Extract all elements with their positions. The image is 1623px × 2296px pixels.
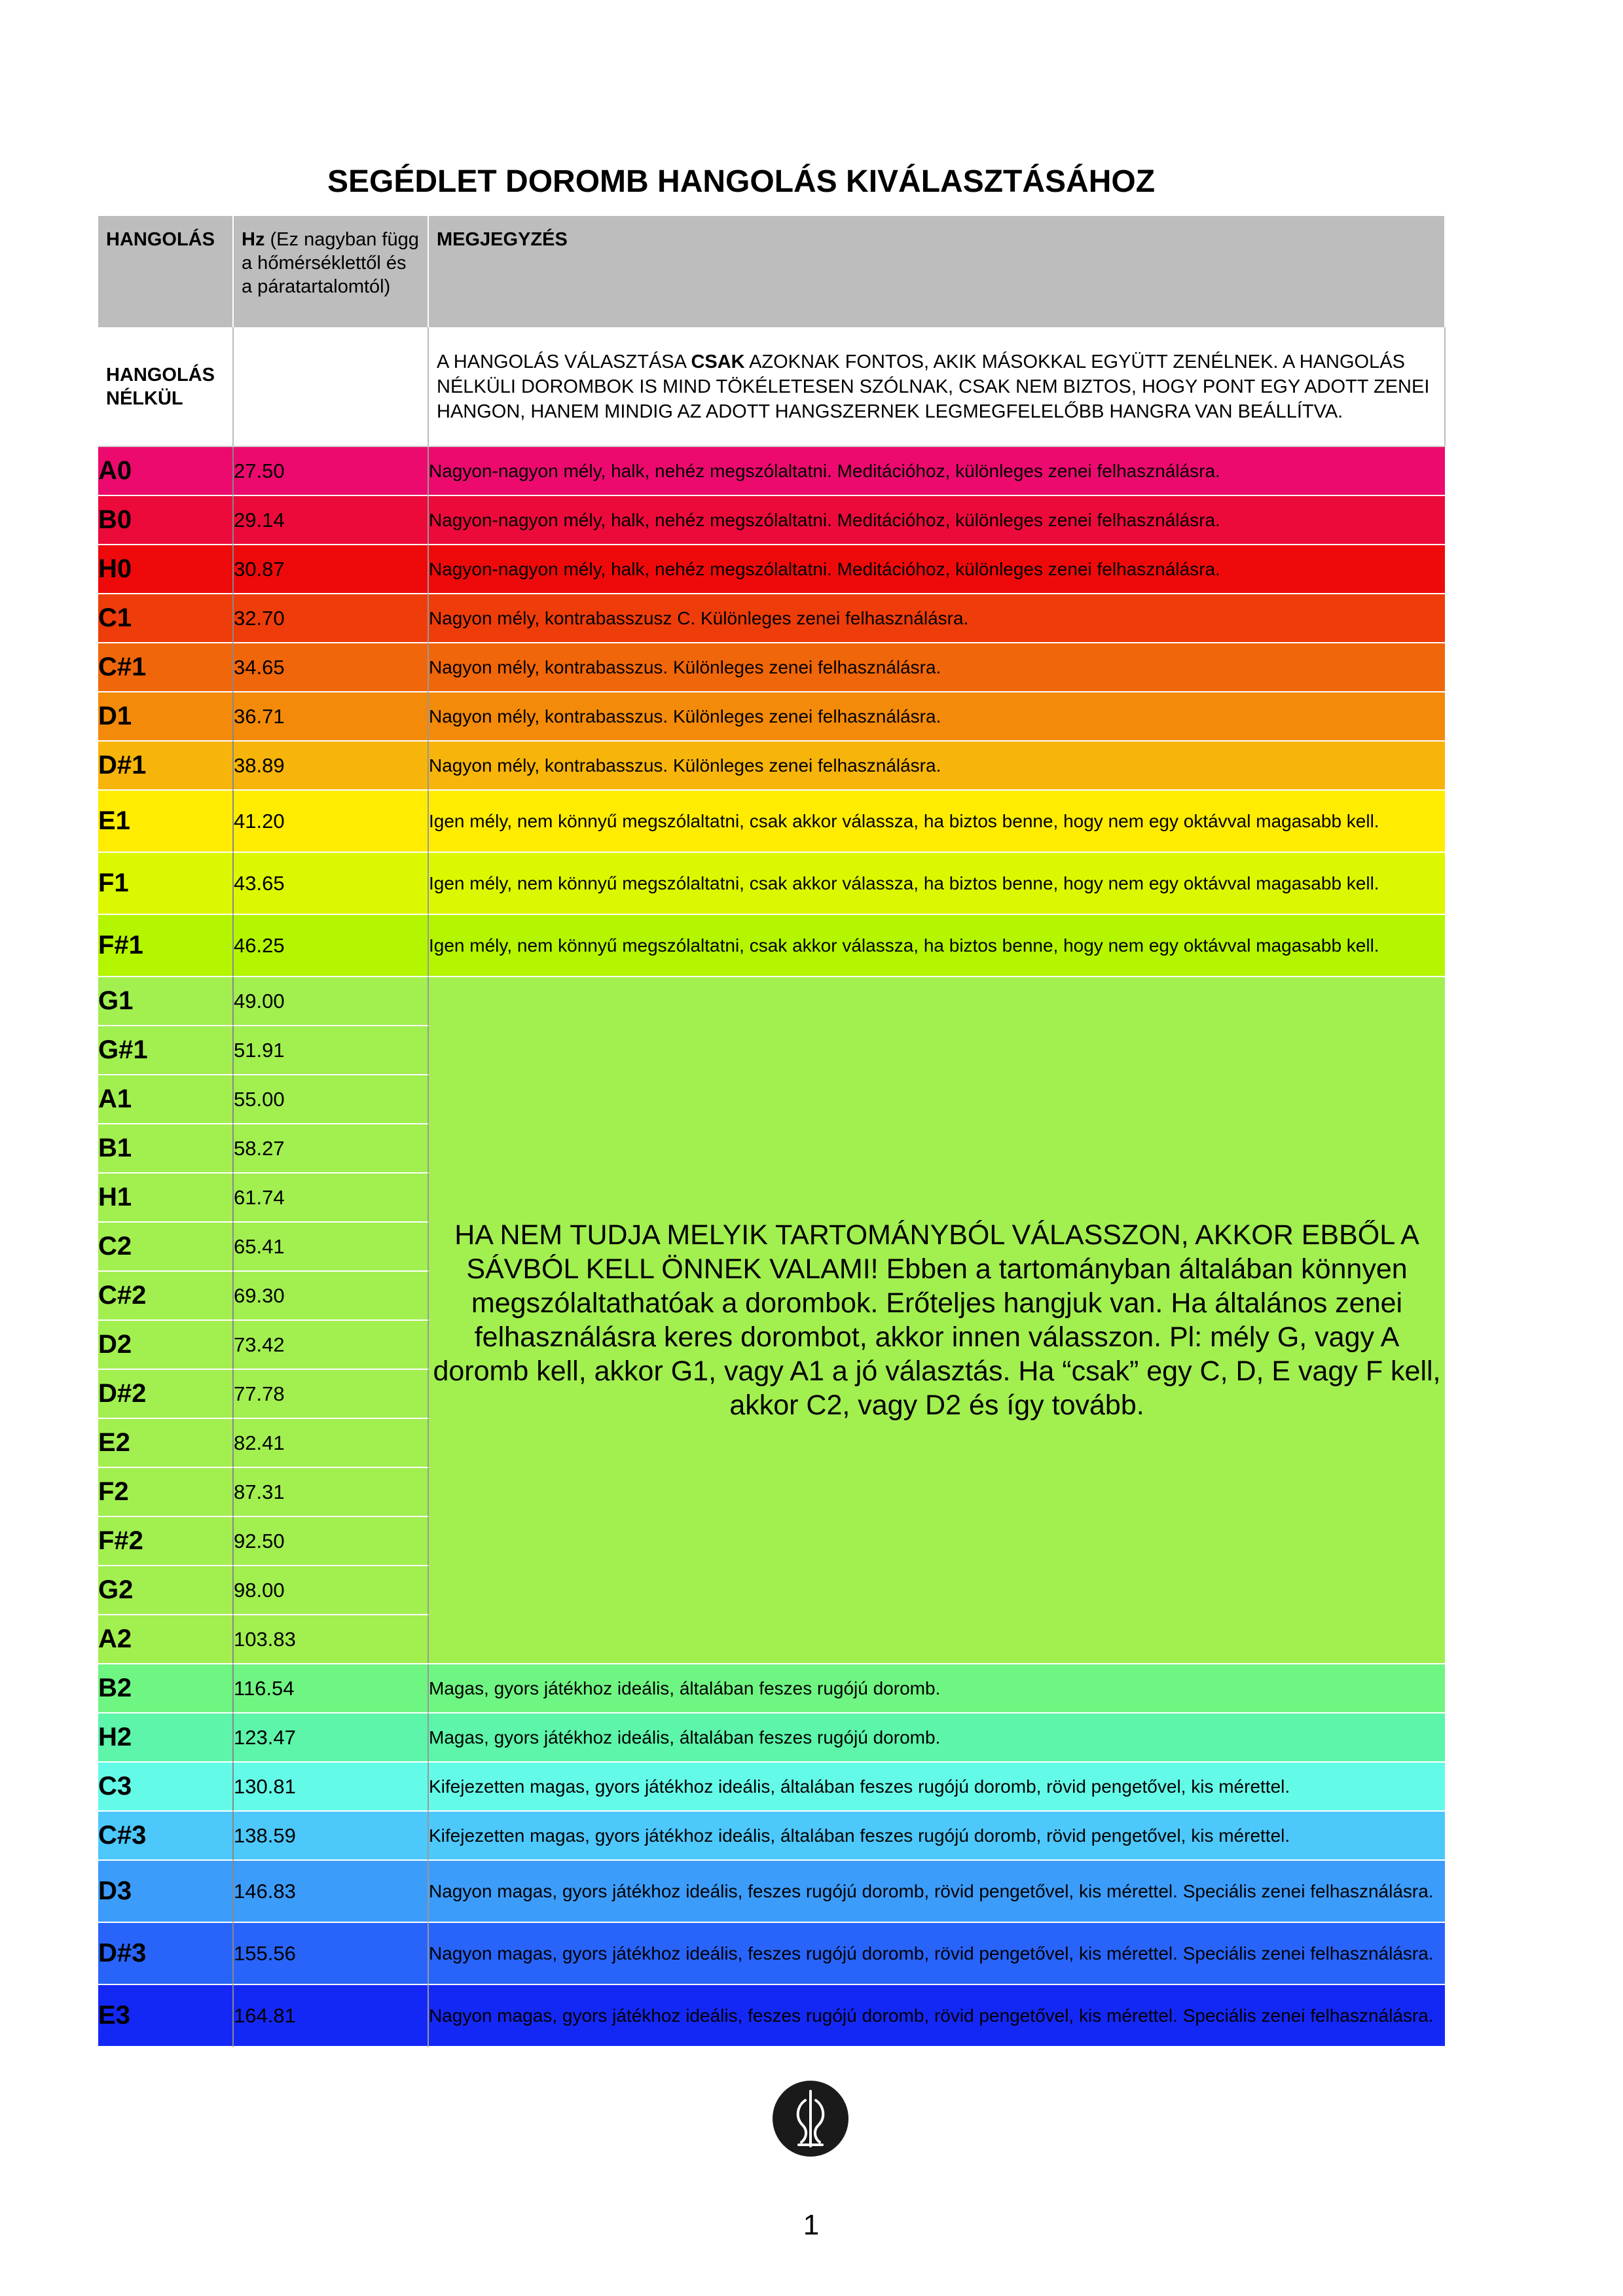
tuning-note: Igen mély, nem könnyű megszólaltatni, csak akkor válassza, ha biztos benne, hogy nem egy oktávval magasabb kell.: [428, 852, 1445, 914]
tuning-note: Nagyon mély, kontrabasszus. Különleges zenei felhasználásra.: [428, 692, 1445, 741]
recommended-range-note: HA NEM TUDJA MELYIK TARTOMÁNYBÓL VÁLASSZON, AKKOR EBBŐL A SÁVBÓL KELL ÖNNEK VALAMI! Ebben a tartományban általában könnyen megszólaltathatóak a dorombok. Erőteljes hangjuk van. Ha általános zenei felhasználásra keres dorombot, akkor innen válasszon. Pl: mély G, vagy A doromb kell, akkor G1, vagy A1 a jó választás. Ha “csak” egy C, D, E vagy F kell, akkor C2, vagy D2 és így tovább.: [428, 977, 1445, 1664]
tuning-hz: 164.81: [233, 1984, 428, 2047]
nelkul-name: HANGOLÁS NÉLKÜL: [98, 327, 233, 446]
tuning-note: Igen mély, nem könnyű megszólaltatni, csak akkor válassza, ha biztos benne, hogy nem egy oktávval magasabb kell.: [428, 914, 1445, 977]
tuning-hz: 92.50: [233, 1516, 428, 1566]
tuning-name: C#3: [98, 1811, 233, 1860]
table-row: [98, 1984, 1445, 2047]
tuning-name: E3: [98, 1984, 233, 2047]
tuning-name: C1: [98, 594, 233, 643]
tuning-note: Nagyon mély, kontrabasszus. Különleges zenei felhasználásra.: [428, 741, 1445, 790]
tuning-note: Nagyon magas, gyors játékhoz ideális, feszes rugójú doromb, rövid pengetővel, kis mérettel. Speciális zenei felhasználásra.: [428, 1922, 1445, 1984]
tuning-note: Magas, gyors játékhoz ideális, általában feszes rugójú doromb.: [428, 1713, 1445, 1762]
tuning-name: D3: [98, 1860, 233, 1922]
tuning-note: Magas, gyors játékhoz ideális, általában feszes rugójú doromb.: [428, 1664, 1445, 1713]
table-row: [98, 1922, 1445, 1984]
table-row: [98, 495, 1445, 545]
table-row: [98, 594, 1445, 643]
tuning-hz: 155.56: [233, 1922, 428, 1984]
tuning-note: Nagyon magas, gyors játékhoz ideális, feszes rugójú doromb, rövid pengetővel, kis mérettel. Speciális zenei felhasználásra.: [428, 1984, 1445, 2047]
tuning-name: G1: [98, 977, 233, 1026]
header-hangolas: HANGOLÁS: [98, 216, 233, 327]
tuning-hz: 38.89: [233, 741, 428, 790]
table-row: [98, 545, 1445, 594]
tuning-note: Kifejezetten magas, gyors játékhoz ideális, általában feszes rugójú doromb, rövid pengetővel, kis mérettel.: [428, 1762, 1445, 1811]
tuning-note: Nagyon mély, kontrabasszus. Különleges zenei felhasználásra.: [428, 643, 1445, 692]
nelkul-note-post: AZOKNAK FONTOS, AKIK MÁSOKKAL EGYÜTT ZENÉLNEK. A HANGOLÁS NÉLKÜLI DOROMBOK IS MIND TÖKÉLETESEN SZÓLNAK, CSAK NEM BIZTOS, HOGY PONT EGY ADOTT ZENEI HANGON, HANEM MINDIG AZ ADOTT HANGSZERNEK LEGMEGFELELŐBB HANGRA VAN BEÁLLÍTVA.: [437, 351, 1430, 422]
tuning-name: A1: [98, 1075, 233, 1124]
tuning-hz: 27.50: [233, 446, 428, 495]
tuning-note: Nagyon-nagyon mély, halk, nehéz megszólaltatni. Meditációhoz, különleges zenei felhasználásra.: [428, 495, 1445, 545]
tuning-name: A2: [98, 1615, 233, 1664]
nelkul-note-pre: A HANGOLÁS VÁLASZTÁSA: [437, 351, 691, 372]
tuning-hz: 65.41: [233, 1222, 428, 1271]
table-row: [98, 914, 1445, 977]
table-row: [98, 1713, 1445, 1762]
table-row: [98, 1860, 1445, 1922]
tuning-hz: 87.31: [233, 1467, 428, 1516]
nelkul-note-bold: CSAK: [691, 351, 745, 372]
header-hz: [233, 216, 428, 327]
table-row: [98, 1762, 1445, 1811]
tuning-name: D#1: [98, 741, 233, 790]
tuning-name: D#2: [98, 1369, 233, 1418]
tuning-hz: 98.00: [233, 1566, 428, 1615]
tuning-hz: 32.70: [233, 594, 428, 643]
tuning-hz: 41.20: [233, 790, 428, 852]
tuning-name: F#1: [98, 914, 233, 977]
tuning-hz: 49.00: [233, 977, 428, 1026]
tuning-name: G2: [98, 1566, 233, 1615]
table-row: [98, 643, 1445, 692]
tuning-hz: 55.00: [233, 1075, 428, 1124]
tuning-hz: 29.14: [233, 495, 428, 545]
tuning-hz: 61.74: [233, 1173, 428, 1222]
tuning-name: G#1: [98, 1026, 233, 1075]
tuning-name: H1: [98, 1173, 233, 1222]
jaw-harp-logo-icon: [771, 2079, 850, 2158]
tuning-name: E1: [98, 790, 233, 852]
tuning-name: H2: [98, 1713, 233, 1762]
table-row: [98, 790, 1445, 852]
table-row: [98, 741, 1445, 790]
tuning-hz: 123.47: [233, 1713, 428, 1762]
tuning-hz: 51.91: [233, 1026, 428, 1075]
tuning-note: Nagyon-nagyon mély, halk, nehéz megszólaltatni. Meditációhoz, különleges zenei felhasználásra.: [428, 545, 1445, 594]
page-title: SEGÉDLET DOROMB HANGOLÁS KIVÁLASZTÁSÁHOZ: [327, 164, 1156, 199]
tuning-name: D2: [98, 1320, 233, 1369]
tuning-hz: 46.25: [233, 914, 428, 977]
tuning-hz: 69.30: [233, 1271, 428, 1320]
tuning-name: E2: [98, 1418, 233, 1467]
tuning-hz: 130.81: [233, 1762, 428, 1811]
nelkul-hz: [233, 327, 428, 446]
tuning-note: Kifejezetten magas, gyors játékhoz ideális, általában feszes rugójú doromb, rövid pengetővel, kis mérettel.: [428, 1811, 1445, 1860]
header-row: [98, 216, 1445, 327]
tuning-note: Nagyon mély, kontrabasszusz C. Különleges zenei felhasználásra.: [428, 594, 1445, 643]
tuning-name: D#3: [98, 1922, 233, 1984]
header-hz-note: (Ez nagyban függ a hőmérséklettől és a páratartalomtól): [242, 229, 419, 297]
tuning-name: F1: [98, 852, 233, 914]
tuning-name: C#2: [98, 1271, 233, 1320]
tuning-name: H0: [98, 545, 233, 594]
nelkul-note: [428, 327, 1445, 446]
tuning-name: C3: [98, 1762, 233, 1811]
table-row: [98, 446, 1445, 495]
tuning-hz: 146.83: [233, 1860, 428, 1922]
tuning-hz: 36.71: [233, 692, 428, 741]
tuning-table: [98, 216, 1446, 2047]
tuning-hz: 82.41: [233, 1418, 428, 1467]
page-number: 1: [803, 2209, 820, 2241]
tuning-note: Nagyon magas, gyors játékhoz ideális, feszes rugójú doromb, rövid pengetővel, kis mérettel. Speciális zenei felhasználásra.: [428, 1860, 1445, 1922]
tuning-hz: 43.65: [233, 852, 428, 914]
header-megjegyzes: MEGJEGYZÉS: [428, 216, 1445, 327]
table-row: [98, 1811, 1445, 1860]
tuning-name: B0: [98, 495, 233, 545]
tuning-hz: 77.78: [233, 1369, 428, 1418]
tuning-hz: 58.27: [233, 1124, 428, 1173]
tuning-note: Igen mély, nem könnyű megszólaltatni, csak akkor válassza, ha biztos benne, hogy nem egy oktávval magasabb kell.: [428, 790, 1445, 852]
tuning-name: D1: [98, 692, 233, 741]
tuning-hz: 138.59: [233, 1811, 428, 1860]
header-hz-unit: Hz: [242, 229, 265, 250]
table-row: [98, 852, 1445, 914]
tuning-hz: 116.54: [233, 1664, 428, 1713]
tuning-name: B1: [98, 1124, 233, 1173]
table-row: [98, 977, 1445, 1026]
tuning-hz: 30.87: [233, 545, 428, 594]
tuning-name: C#1: [98, 643, 233, 692]
nelkul-row: [98, 327, 1445, 446]
table-row: [98, 692, 1445, 741]
tuning-name: A0: [98, 446, 233, 495]
tuning-name: C2: [98, 1222, 233, 1271]
tuning-name: F2: [98, 1467, 233, 1516]
tuning-hz: 103.83: [233, 1615, 428, 1664]
tuning-name: F#2: [98, 1516, 233, 1566]
tuning-name: B2: [98, 1664, 233, 1713]
table-row: [98, 1664, 1445, 1713]
tuning-hz: 73.42: [233, 1320, 428, 1369]
tuning-hz: 34.65: [233, 643, 428, 692]
tuning-note: Nagyon-nagyon mély, halk, nehéz megszólaltatni. Meditációhoz, különleges zenei felhasználásra.: [428, 446, 1445, 495]
